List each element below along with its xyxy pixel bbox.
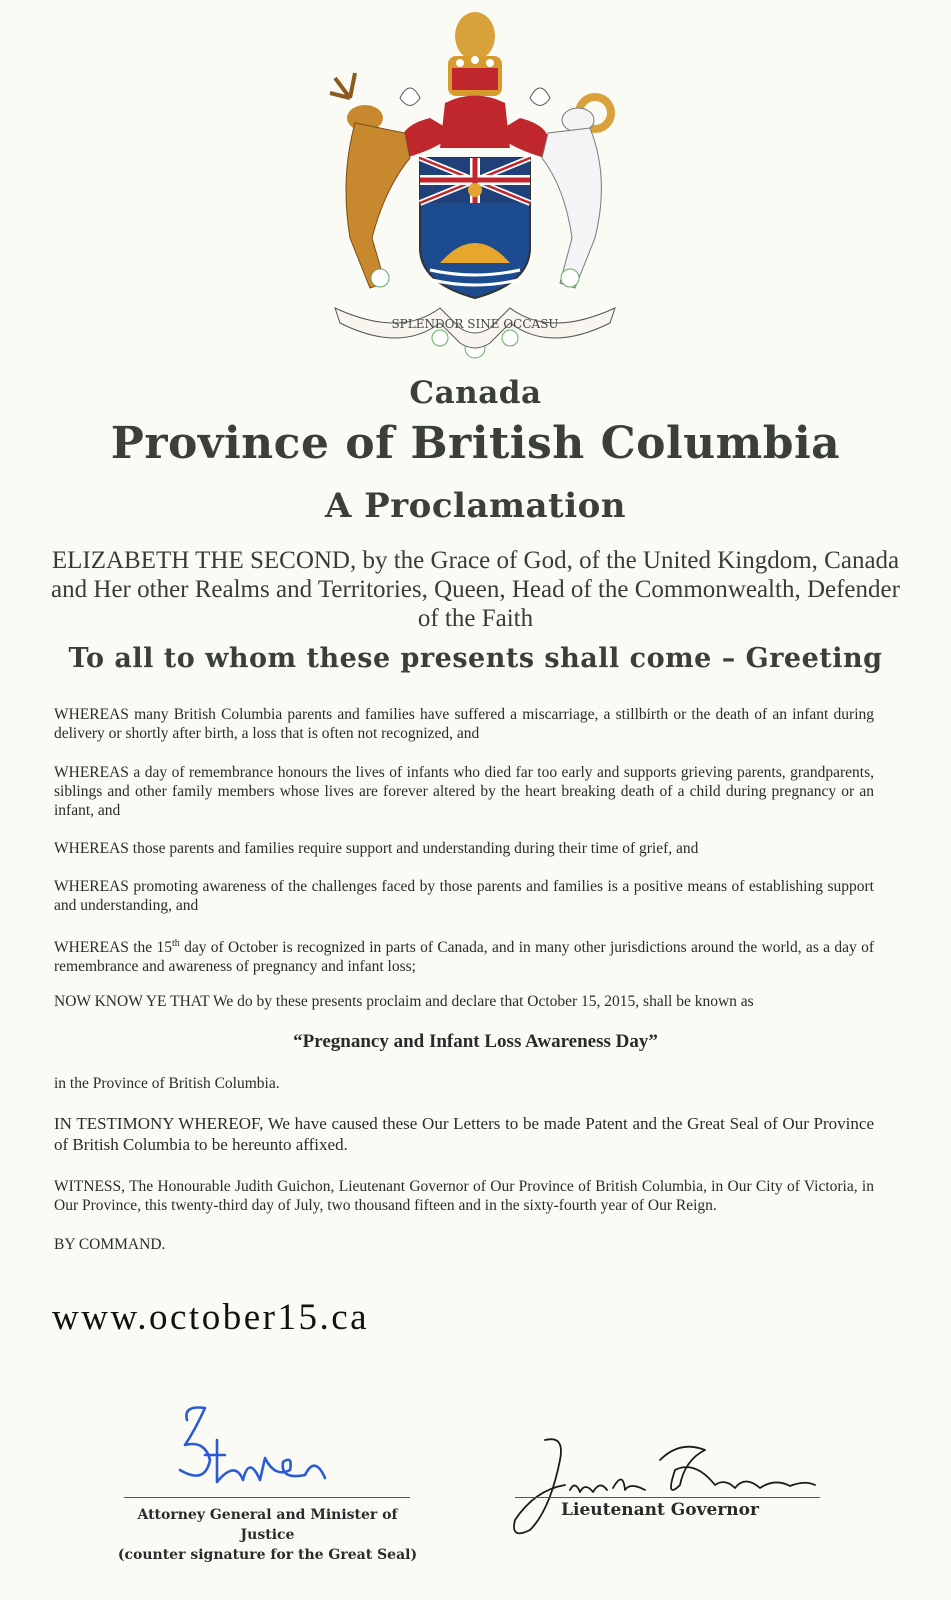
stag-supporter-icon <box>330 73 410 288</box>
witness-paragraph: WITNESS, The Honourable Judith Guichon, Lieutenant Governor of Our Province of British Columbia, in Our City of Victoria, in Our Province, this twenty-third day of July, two thousand fifteen and in the sixty-fourth year of Our Reign. <box>54 1178 874 1214</box>
p5-text-start: WHEREAS the 15 <box>54 939 172 957</box>
day-name: “Pregnancy and Infant Loss Awareness Day” <box>293 1031 658 1052</box>
by-command: BY COMMAND. <box>54 1236 166 1253</box>
attorney-signature-image <box>165 1400 345 1500</box>
motto-text: SPLENDOR SINE OCCASU <box>391 317 559 331</box>
attorney-caption-title: Attorney General and Minister of Justice <box>137 1507 398 1543</box>
heading-canada: Canada <box>409 375 542 411</box>
shield-icon <box>420 158 530 298</box>
lieutenant-signature-image <box>505 1430 825 1545</box>
lieutenant-caption: Lieutenant Governor <box>561 1500 759 1520</box>
ram-supporter-icon <box>542 97 611 288</box>
testimony-paragraph: IN TESTIMONY WHEREOF, We have caused these Our Letters to be made Patent and the Great Seal of Our Province of British Columbia to be hereunto affixed. <box>54 1114 874 1154</box>
whereas-paragraph-2: WHEREAS a day of remembrance honours the lives of infants who died far too early and supports grieving parents, grandparents, siblings and other family members whose lives are forever altered by the heart breaking death of a child during pregnancy or an infant, and <box>54 764 874 819</box>
heading-proclamation: A Proclamation <box>324 486 627 526</box>
whereas-paragraph-4: WHEREAS promoting awareness of the challenges faced by those parents and families is a positive means of establishing support and understanding, and <box>54 878 874 914</box>
whereas-paragraph-5 <box>54 934 874 976</box>
p5-superscript: th <box>172 938 180 949</box>
royal-title: ELIZABETH THE SECOND, by the Grace of God, of the United Kingdom, Canada and Her other Realms and Territories, Queen, Head of the Commonwealth, Defender of the Faith <box>51 547 900 632</box>
attorney-caption <box>110 1505 425 1565</box>
province-line: in the Province of British Columbia. <box>54 1075 280 1092</box>
whereas-paragraph-1: WHEREAS many British Columbia parents and families have suffered a miscarriage, a stillbirth or the death of an infant during delivery or shortly after birth, a loss that is often not recognized, and <box>54 706 874 742</box>
attorney-caption-note: (counter signature for the Great Seal) <box>117 1547 418 1563</box>
heading-province: Province of British Columbia <box>110 418 841 469</box>
attorney-signature-line <box>124 1497 410 1498</box>
whereas-paragraph-3: WHEREAS those parents and families require support and understanding during their time of grief, and <box>54 840 699 857</box>
proclaim-paragraph: NOW KNOW YE THAT We do by these presents proclaim and declare that October 15, 2015, shall be known as <box>54 993 754 1010</box>
coat-of-arms-image <box>310 8 640 368</box>
greeting: To all to whom these presents shall come – Greeting <box>68 643 883 674</box>
website-url: www.october15.ca <box>52 1297 370 1338</box>
lieutenant-signature-line <box>515 1497 820 1498</box>
p5-text-end: day of October is recognized in parts of Canada, and in many other jurisdictions around the world, as a day of remembrance and awareness of pregnancy and infant loss; <box>54 939 874 976</box>
crown-icon <box>448 12 502 96</box>
